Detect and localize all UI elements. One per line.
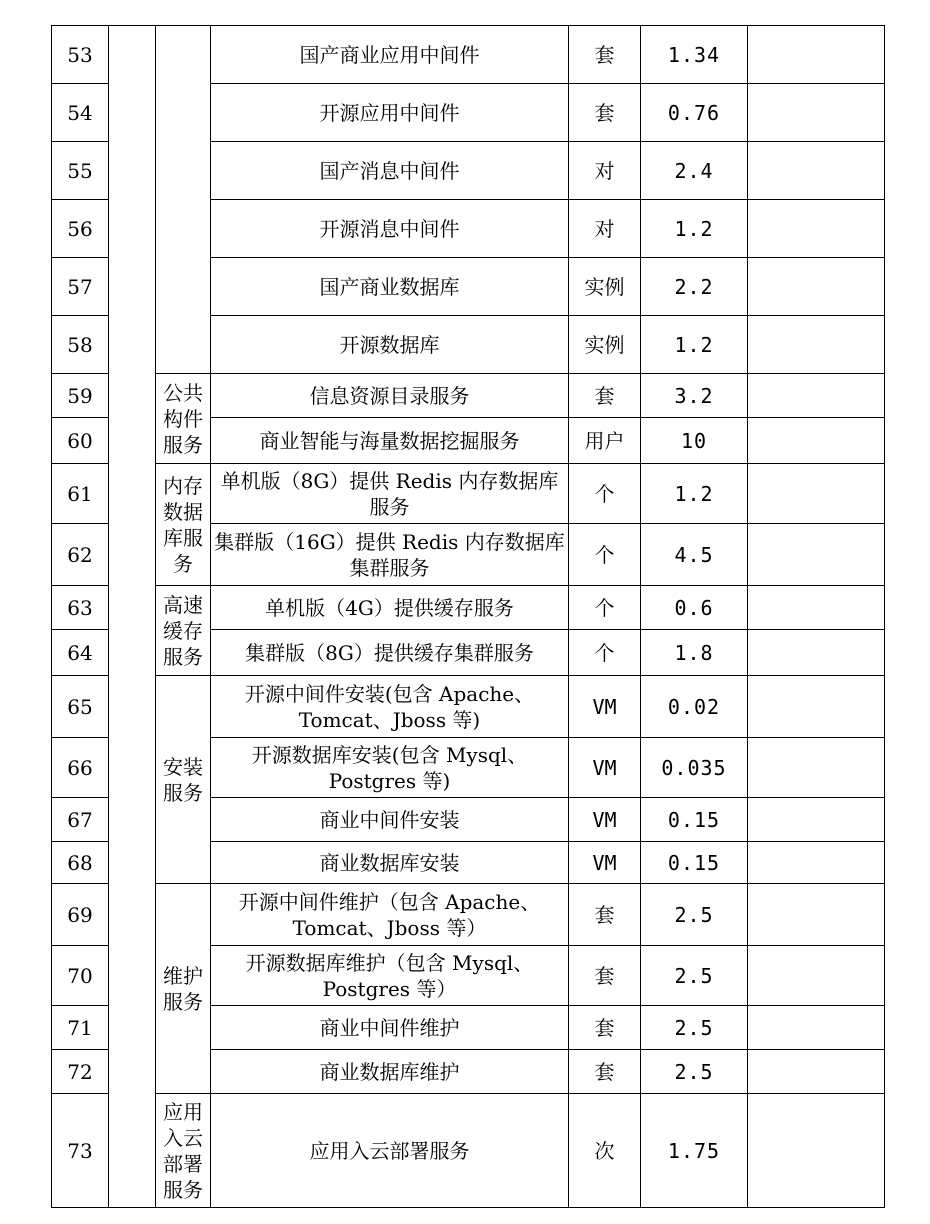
item-note bbox=[748, 316, 885, 374]
row-index: 67 bbox=[52, 798, 109, 842]
row-index: 61 bbox=[52, 464, 109, 524]
item-name: 集群版（8G）提供缓存集群服务 bbox=[211, 630, 569, 676]
item-name: 开源中间件安装(包含 Apache、Tomcat、Jboss 等) bbox=[211, 676, 569, 738]
row-index: 58 bbox=[52, 316, 109, 374]
item-price: 1.2 bbox=[641, 200, 748, 258]
category-cell: 公共构件服务 bbox=[156, 374, 211, 464]
item-name: 开源中间件维护（包含 Apache、Tomcat、Jboss 等） bbox=[211, 884, 569, 946]
item-unit: 次 bbox=[569, 1094, 641, 1208]
item-unit: 对 bbox=[569, 200, 641, 258]
item-note bbox=[748, 464, 885, 524]
category-cell: 安装服务 bbox=[156, 676, 211, 884]
item-price: 3.2 bbox=[641, 374, 748, 418]
item-name: 单机版（4G）提供缓存服务 bbox=[211, 586, 569, 630]
item-price: 2.5 bbox=[641, 884, 748, 946]
item-price: 0.035 bbox=[641, 738, 748, 798]
item-note bbox=[748, 738, 885, 798]
row-index: 57 bbox=[52, 258, 109, 316]
item-price: 1.8 bbox=[641, 630, 748, 676]
item-name: 应用入云部署服务 bbox=[211, 1094, 569, 1208]
item-price: 2.5 bbox=[641, 1006, 748, 1050]
row-index: 62 bbox=[52, 524, 109, 586]
item-unit: 个 bbox=[569, 524, 641, 586]
item-price: 4.5 bbox=[641, 524, 748, 586]
category-cell-empty bbox=[156, 26, 211, 374]
item-price: 2.5 bbox=[641, 946, 748, 1006]
table-row bbox=[52, 586, 885, 630]
item-note bbox=[748, 842, 885, 884]
item-name: 单机版（8G）提供 Redis 内存数据库服务 bbox=[211, 464, 569, 524]
price-table bbox=[51, 25, 885, 1208]
row-index: 64 bbox=[52, 630, 109, 676]
item-price: 0.6 bbox=[641, 586, 748, 630]
item-price: 0.15 bbox=[641, 842, 748, 884]
row-index: 70 bbox=[52, 946, 109, 1006]
item-name: 商业中间件维护 bbox=[211, 1006, 569, 1050]
item-name: 商业数据库安装 bbox=[211, 842, 569, 884]
item-note bbox=[748, 258, 885, 316]
item-unit: VM bbox=[569, 842, 641, 884]
item-price: 1.2 bbox=[641, 316, 748, 374]
row-index: 56 bbox=[52, 200, 109, 258]
item-unit: 套 bbox=[569, 1050, 641, 1094]
item-unit: 套 bbox=[569, 1006, 641, 1050]
item-note bbox=[748, 142, 885, 200]
item-unit: VM bbox=[569, 676, 641, 738]
item-unit: 个 bbox=[569, 586, 641, 630]
row-index: 55 bbox=[52, 142, 109, 200]
item-unit: 套 bbox=[569, 374, 641, 418]
item-unit: VM bbox=[569, 798, 641, 842]
item-name: 商业智能与海量数据挖掘服务 bbox=[211, 418, 569, 464]
item-unit: 个 bbox=[569, 464, 641, 524]
category-cell: 高速缓存服务 bbox=[156, 586, 211, 676]
item-name: 开源消息中间件 bbox=[211, 200, 569, 258]
row-index: 54 bbox=[52, 84, 109, 142]
item-note bbox=[748, 586, 885, 630]
item-name: 信息资源目录服务 bbox=[211, 374, 569, 418]
item-note bbox=[748, 524, 885, 586]
item-price: 0.15 bbox=[641, 798, 748, 842]
item-unit: 套 bbox=[569, 884, 641, 946]
item-unit: 个 bbox=[569, 630, 641, 676]
category-cell: 内存数据库服务 bbox=[156, 464, 211, 586]
row-index: 73 bbox=[52, 1094, 109, 1208]
item-price: 1.34 bbox=[641, 26, 748, 84]
item-note bbox=[748, 946, 885, 1006]
item-name: 开源数据库维护（包含 Mysql、Postgres 等） bbox=[211, 946, 569, 1006]
item-name: 开源数据库 bbox=[211, 316, 569, 374]
item-price: 2.2 bbox=[641, 258, 748, 316]
item-note bbox=[748, 1006, 885, 1050]
row-index: 72 bbox=[52, 1050, 109, 1094]
item-note bbox=[748, 1094, 885, 1208]
row-index: 71 bbox=[52, 1006, 109, 1050]
table-row bbox=[52, 676, 885, 738]
item-note bbox=[748, 676, 885, 738]
category-cell: 应用入云部署服务 bbox=[156, 1094, 211, 1208]
item-note bbox=[748, 1050, 885, 1094]
row-index: 63 bbox=[52, 586, 109, 630]
item-name: 开源应用中间件 bbox=[211, 84, 569, 142]
table-row bbox=[52, 26, 885, 84]
category-cell: 维护服务 bbox=[156, 884, 211, 1094]
item-note bbox=[748, 884, 885, 946]
item-name: 商业数据库维护 bbox=[211, 1050, 569, 1094]
item-note bbox=[748, 200, 885, 258]
item-price: 2.4 bbox=[641, 142, 748, 200]
table-row bbox=[52, 374, 885, 418]
item-note bbox=[748, 798, 885, 842]
item-unit: 套 bbox=[569, 26, 641, 84]
item-name: 国产商业应用中间件 bbox=[211, 26, 569, 84]
blank-column-cell bbox=[109, 26, 156, 1208]
table-row bbox=[52, 464, 885, 524]
item-note bbox=[748, 418, 885, 464]
item-name: 商业中间件安装 bbox=[211, 798, 569, 842]
row-index: 69 bbox=[52, 884, 109, 946]
item-unit: 实例 bbox=[569, 316, 641, 374]
item-price: 10 bbox=[641, 418, 748, 464]
item-name: 国产商业数据库 bbox=[211, 258, 569, 316]
row-index: 65 bbox=[52, 676, 109, 738]
item-price: 2.5 bbox=[641, 1050, 748, 1094]
item-unit: 套 bbox=[569, 84, 641, 142]
item-price: 0.02 bbox=[641, 676, 748, 738]
table-row bbox=[52, 884, 885, 946]
item-note bbox=[748, 374, 885, 418]
item-name: 集群版（16G）提供 Redis 内存数据库集群服务 bbox=[211, 524, 569, 586]
item-price: 1.2 bbox=[641, 464, 748, 524]
item-unit: 实例 bbox=[569, 258, 641, 316]
row-index: 59 bbox=[52, 374, 109, 418]
row-index: 68 bbox=[52, 842, 109, 884]
item-note bbox=[748, 84, 885, 142]
row-index: 60 bbox=[52, 418, 109, 464]
row-index: 53 bbox=[52, 26, 109, 84]
item-name: 国产消息中间件 bbox=[211, 142, 569, 200]
item-unit: 对 bbox=[569, 142, 641, 200]
row-index: 66 bbox=[52, 738, 109, 798]
item-price: 0.76 bbox=[641, 84, 748, 142]
table-row bbox=[52, 1094, 885, 1208]
item-name: 开源数据库安装(包含 Mysql、Postgres 等) bbox=[211, 738, 569, 798]
item-note bbox=[748, 26, 885, 84]
item-unit: 用户 bbox=[569, 418, 641, 464]
item-unit: 套 bbox=[569, 946, 641, 1006]
item-price: 1.75 bbox=[641, 1094, 748, 1208]
item-unit: VM bbox=[569, 738, 641, 798]
item-note bbox=[748, 630, 885, 676]
